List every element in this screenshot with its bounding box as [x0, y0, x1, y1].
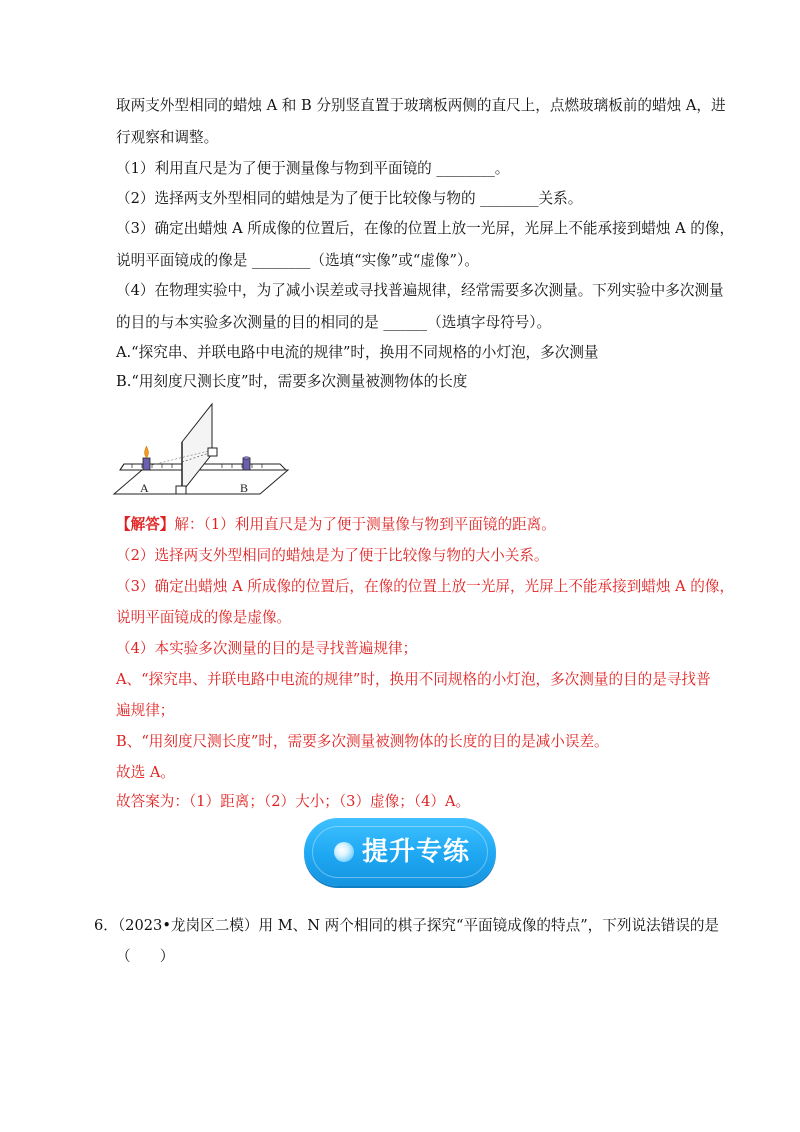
answer-text: 解：（1）利用直尺是为了便于测量像与物到平面镜的距离。: [174, 516, 556, 533]
question-line: 的目的与本实验多次测量的目的相同的是 ______（选填字母符号）。: [116, 314, 552, 331]
clamp: [176, 486, 186, 494]
answer-choice: 故选 A。: [116, 764, 175, 781]
label-b: B: [240, 481, 249, 495]
question-line: 行观察和调整。: [116, 129, 219, 146]
practice-banner: [304, 818, 496, 886]
answer-line: 遍规律；: [116, 702, 175, 719]
question-part-1: （1）利用直尺是为了便于测量像与物到平面镜的 ________。: [116, 160, 510, 177]
answer-summary: 故答案为：（1）距离；（2）大小；（3）虚像；（4）A。: [116, 793, 471, 810]
question-part-4: （4）在物理实验中，为了减小误差或寻找普遍规律，经常需要多次测量。下列实验中多次测量: [116, 282, 724, 299]
answer-tag: 【解答】: [116, 516, 175, 533]
option-a: A.“探究串、并联电路中电流的规律”时，换用不同规格的小灯泡，多次测量: [116, 344, 599, 361]
banner-label: 提升专练: [362, 837, 471, 867]
answer-line-1: [116, 515, 556, 535]
bubble-icon: [334, 842, 354, 862]
option-b: B.“用刻度尺测长度”时，需要多次测量被测物体的长度: [116, 373, 468, 390]
answer-line: （3）确定出蜡烛 A 所成像的位置后，在像的位置上放一光屏，光屏上不能承接到蜡烛 A 的像，: [116, 578, 735, 595]
answer-line: B、“用刻度尺测长度”时，需要多次测量被测物体的长度的目的是减小误差。: [116, 733, 609, 750]
candle-b: [243, 458, 250, 470]
question-line: 说明平面镜成的像是 ________（选填“实像”或“虚像”）。: [116, 252, 479, 269]
clamp: [208, 448, 217, 456]
next-question-line: 6．（2023•龙岗区二模）用 M、N 两个相同的棋子探究“平面镜成像的特点”，下列说法错误的是: [94, 917, 720, 934]
answer-line: （2）选择两支外型相同的蜡烛是为了便于比较像与物的大小关系。: [116, 547, 549, 564]
answer-line: A、“探究串、并联电路中电流的规律”时，换用不同规格的小灯泡，多次测量的目的是寻找普: [116, 671, 711, 688]
flame: [145, 446, 149, 458]
question-part-2: （2）选择两支外型相同的蜡烛是为了便于比较像与物的 ________关系。: [116, 190, 583, 207]
answer-line: （4）本实验多次测量的目的是寻找普遍规律；: [116, 640, 418, 657]
question-line: 取两支外型相同的蜡烛 A 和 B 分别竖直置于玻璃板两侧的直尺上，点燃玻璃板前的蜡烛 A，进: [116, 97, 726, 114]
candle-a: [143, 458, 150, 470]
question-part-3: （3）确定出蜡烛 A 所成像的位置后，在像的位置上放一光屏，光屏上不能承接到蜡烛 A 的像，: [116, 220, 735, 237]
label-a: A: [140, 481, 149, 495]
answer-line: 说明平面镜成的像是虚像。: [116, 609, 292, 626]
mirror-experiment-diagram: [112, 402, 292, 502]
answer-blank: （ ）: [116, 948, 175, 965]
